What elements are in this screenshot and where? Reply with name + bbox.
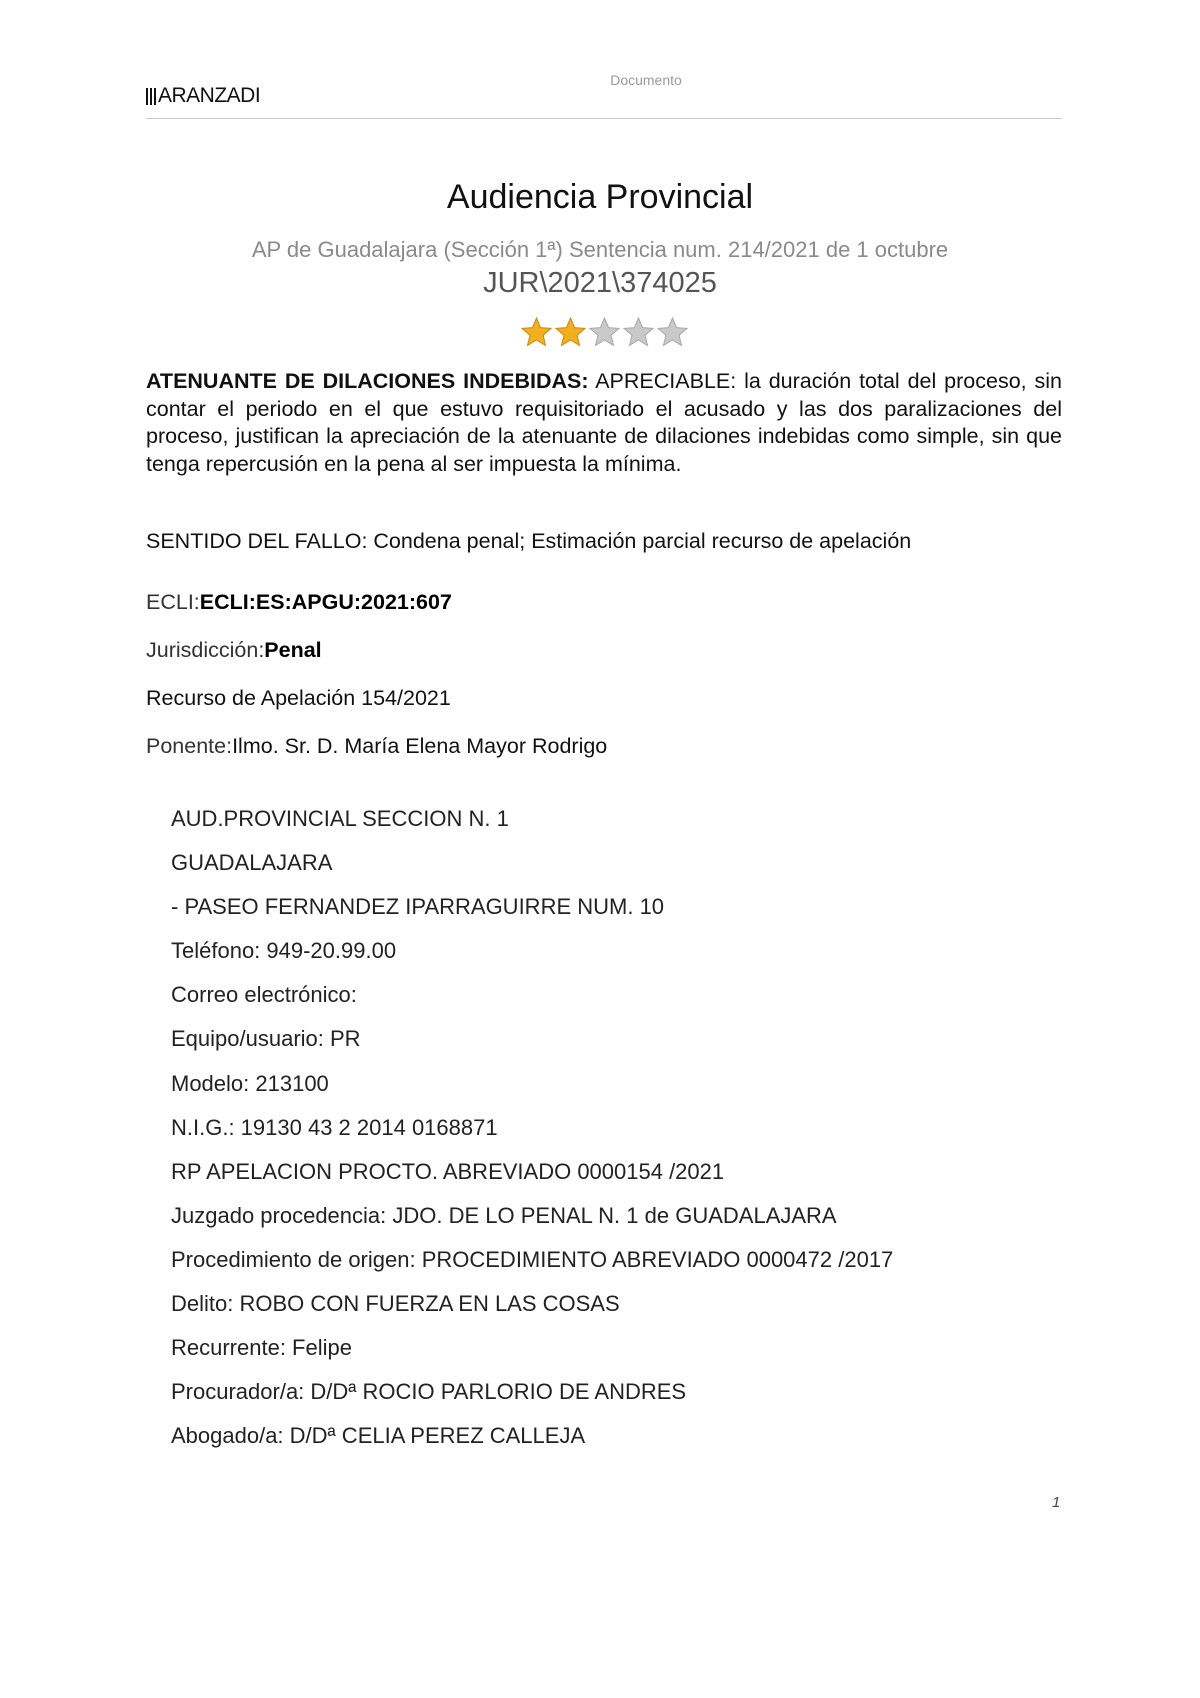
jurisdiccion-row bbox=[146, 638, 322, 663]
page-number: 1 bbox=[1052, 1494, 1061, 1511]
document-subtitle: AP de Guadalajara (Sección 1ª) Sentencia num. 214/2021 de 1 octubre bbox=[251, 237, 949, 262]
star-filled-icon bbox=[520, 316, 553, 349]
document-label: Documento bbox=[610, 72, 682, 88]
ponente-value: Ilmo. Sr. D. María Elena Mayor Rodrigo bbox=[232, 734, 608, 758]
court-detail-line: Teléfono: 949-20.99.00 bbox=[171, 938, 397, 964]
court-detail-line: Abogado/a: D/Dª CELIA PEREZ CALLEJA bbox=[171, 1423, 586, 1449]
star-empty-icon bbox=[622, 316, 655, 349]
logo-bars-icon bbox=[146, 88, 156, 105]
court-detail-line: Recurrente: Felipe bbox=[171, 1335, 352, 1361]
logo-text: ARANZADI bbox=[158, 84, 261, 107]
summary-text: APRECIABLE: la duración total del proceso, sin contar el periodo en el que estuvo requisitoriado el acusado y las dos paralizaciones del proceso, justifican la apreciación de la atenuante de dilaciones indebidas como simple, sin que tenga repercusión en la pena al ser impuesta la mínima. bbox=[146, 369, 1062, 476]
star-empty-icon bbox=[656, 316, 689, 349]
court-detail-line: RP APELACION PROCTO. ABREVIADO 0000154 /2021 bbox=[171, 1158, 725, 1184]
page-header bbox=[146, 72, 1062, 122]
ponente-row bbox=[146, 734, 607, 759]
court-detail-line: Modelo: 213100 bbox=[171, 1070, 329, 1096]
reference-number: JUR\2021\374025 bbox=[483, 267, 717, 299]
sentido-del-fallo: SENTIDO DEL FALLO: Condena penal; Estimación parcial recurso de apelación bbox=[146, 529, 912, 553]
court-detail-line: Correo electrónico: bbox=[171, 982, 357, 1008]
summary-heading: ATENUANTE DE DILACIONES INDEBIDAS: bbox=[146, 369, 589, 393]
jurisdiccion-value: Penal bbox=[264, 638, 322, 662]
court-detail-line: - PASEO FERNANDEZ IPARRAGUIRRE NUM. 10 bbox=[171, 894, 665, 920]
court-detail-line: Delito: ROBO CON FUERZA EN LAS COSAS bbox=[171, 1291, 620, 1317]
ponente-label: Ponente: bbox=[146, 734, 233, 758]
aranzadi-logo bbox=[146, 86, 260, 106]
ecli-value: ECLI:ES:APGU:2021:607 bbox=[199, 590, 452, 614]
court-detail-line: AUD.PROVINCIAL SECCION N. 1 bbox=[171, 806, 509, 831]
court-detail-line: Procedimiento de origen: PROCEDIMIENTO ABREVIADO 0000472 /2017 bbox=[171, 1246, 894, 1272]
court-details bbox=[171, 804, 1051, 1465]
document-title: Audiencia Provincial bbox=[446, 178, 754, 216]
case-summary bbox=[146, 368, 1062, 478]
ecli-label: ECLI: bbox=[146, 590, 200, 614]
court-detail-line: GUADALAJARA bbox=[171, 850, 333, 876]
court-detail-line: Equipo/usuario: PR bbox=[171, 1026, 361, 1052]
header-divider bbox=[146, 118, 1062, 119]
court-detail-line: N.I.G.: 19130 43 2 2014 0168871 bbox=[171, 1114, 498, 1140]
jurisdiccion-label: Jurisdicción: bbox=[146, 638, 265, 662]
ecli-row bbox=[146, 590, 452, 615]
relevance-rating bbox=[520, 316, 689, 349]
recurso-row: Recurso de Apelación 154/2021 bbox=[146, 686, 451, 710]
star-empty-icon bbox=[588, 316, 621, 349]
court-detail-line: Procurador/a: D/Dª ROCIO PARLORIO DE ANDRES bbox=[171, 1379, 687, 1405]
star-filled-icon bbox=[554, 316, 587, 349]
court-detail-line: Juzgado procedencia: JDO. DE LO PENAL N. 1 de GUADALAJARA bbox=[171, 1202, 837, 1228]
